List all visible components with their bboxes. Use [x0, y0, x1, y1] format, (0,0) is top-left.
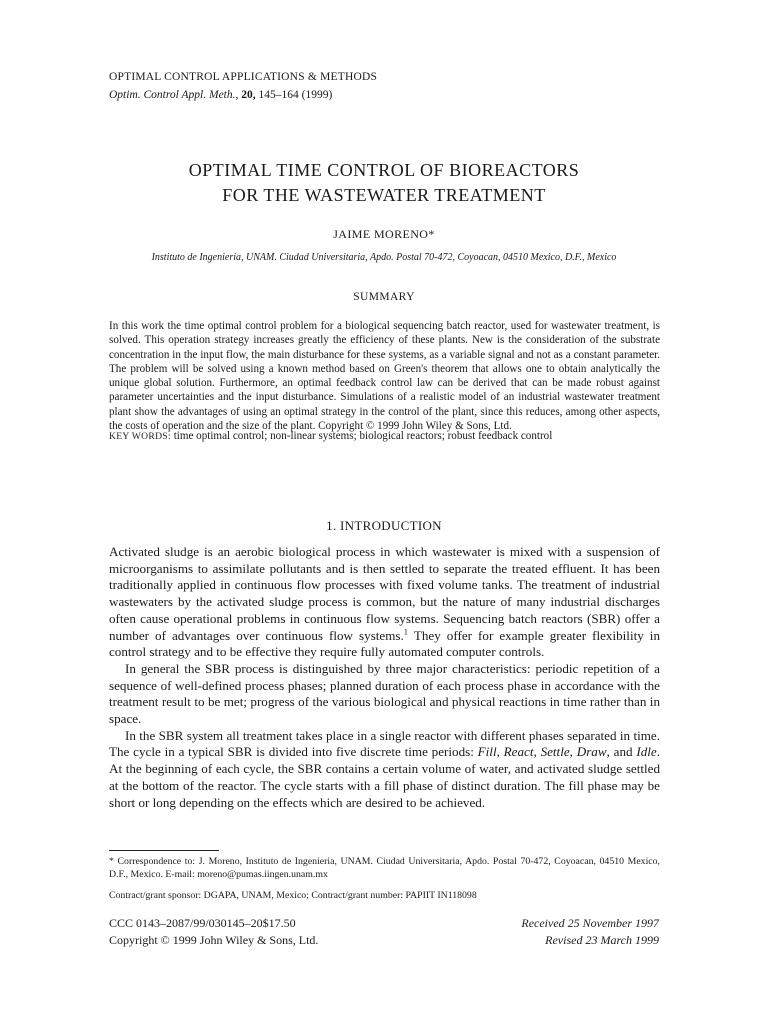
copyright-notice: Copyright © 1999 John Wiley & Sons, Ltd.: [109, 933, 319, 947]
journal-pages-year: 145–164 (1999): [258, 89, 333, 101]
article-title: [109, 158, 659, 208]
phase-fill: Fill: [477, 744, 497, 760]
section-heading-introduction: 1. INTRODUCTION: [326, 518, 442, 533]
journal-citation: [109, 89, 332, 101]
intro-p3-part1: In the SBR system all treatment takes place in a single reactor with different phases separated in time. The cycle in a typical SBR is divided into five discrete time periods:: [109, 727, 660, 760]
intro-p1-part2: They offer for example greater flexibility in control strategy and to be effective they require fully automated computer controls.: [109, 627, 660, 660]
phase-draw: Draw: [576, 744, 607, 760]
received-date: Received 25 November 1997: [521, 916, 659, 930]
author-affiliation: Instituto de Ingenieria, UNAM. Ciudad Universitaria, Apdo. Postal 70-472, Coyoacan, 04510 Mexico, D.F., Mexico: [151, 252, 617, 263]
keywords-label: KEY WORDS:: [109, 431, 171, 442]
intro-paragraph-1: [109, 544, 660, 661]
phase-react: React: [503, 744, 534, 760]
phase-idle: Idle: [636, 744, 657, 760]
ccc-code: CCC 0143–2087/99/030145–20$17.50: [109, 916, 296, 930]
footnote-divider: [109, 850, 219, 851]
intro-paragraph-2: In general the SBR process is distinguished by three major characteristics: periodic repetition of a sequence of well-defined process phases; planned duration of each process phase in accordance with the treatment result to be met; progress of the various biological and physical reactions in time rather than in space.: [109, 660, 660, 727]
introduction-body: [109, 544, 660, 811]
intro-paragraph-3: In the SBR system all treatment takes place in a single reactor with different phases separated in time. The cycle in a typical SBR is divided into five discrete time periods: Fill, React, Settle, Draw, and Idle. At the beginning of each cycle, the SBR contains a certain volume of water, and activated sludge settled at the bottom of the reactor. The cycle starts with a fill phase of distinct duration. The fill phase may be short or long depending on the effects which are desired to be achieved.: [109, 727, 661, 810]
journal-name: OPTIMAL CONTROL APPLICATIONS & METHODS: [109, 71, 378, 83]
author-name: JAIME MORENO*: [333, 227, 435, 241]
grant-sponsor-note: Contract/grant sponsor: DGAPA, UNAM, Mexico; Contract/grant number: PAPIIT IN118098: [109, 890, 477, 901]
summary-text: In this work the time optimal control problem for a biological sequencing batch reactor, used for wastewater treatment, is solved. This operation strategy increases greatly the efficiency of these plants. New is the consideration of the substrate concentration in the input flow, the main disturbance for these systems, as a variable signal and not as a constant parameter. The problem will be solved using a known method based on Green's theorem that allows one to obtain analytically the unique global solution. Furthermore, an optimal feedback control law can be derived that can be made robust against parameter uncertainties and the input disturbance. Simulations of a realistic model of an industrial wastewater treatment plant show the advantages of using an optimal strategy in the control of the plant, since this reduces, among other aspects, the costs of operation and the size of the plant. Copyright © 1999 John Wiley & Sons, Ltd.: [109, 320, 660, 433]
title-line-2: FOR THE WASTEWATER TREATMENT: [222, 185, 546, 205]
correspondence-footnote: * Correspondence to: J. Moreno, Instituto de Ingenieria, UNAM. Ciudad Universitaria, Apdo. Postal 70-472, Coyoacan, 04510 Mexico, D.F., Mexico. E-mail: moreno@pumas.iingen.unam.mx: [109, 856, 660, 881]
journal-abbrev: Optim. Control Appl. Meth.,: [109, 89, 239, 101]
reference-marker: 1: [403, 626, 409, 637]
intro-p1-part1: Activated sludge is an aerobic biological process in which wastewater is mixed with a suspension of microorganisms to assimilate pollutants and is then settled to separate the treated effluent. It has been traditionally applied in continuous flow processes with fixed volume tanks. The treatment of industrial wastewaters by the activated sludge process is common, but the nature of many industrial discharges often cause operational problems in continuous flow systems. Sequencing batch reactors (SBR) offer a number of advantages over continuous flow systems.: [109, 544, 660, 643]
title-line-1: OPTIMAL TIME CONTROL OF BIOREACTORS: [188, 160, 580, 180]
keywords: [109, 430, 660, 442]
keywords-text: time optimal control; non-linear systems; biological reactors; robust feedback control: [173, 430, 553, 442]
journal-volume: 20,: [241, 89, 256, 101]
summary-heading: SUMMARY: [353, 291, 415, 303]
intro-p3-part2: . At the beginning of each cycle, the SBR contains a certain volume of water, and activated sludge settled at the bottom of the reactor. The cycle starts with a fill phase of distinct duration. The fill phase may be short or long depending on the effects which are desired to be achieved.: [109, 744, 661, 810]
phase-settle: Settle: [540, 744, 570, 760]
revised-date: Revised 23 March 1999: [545, 933, 659, 947]
